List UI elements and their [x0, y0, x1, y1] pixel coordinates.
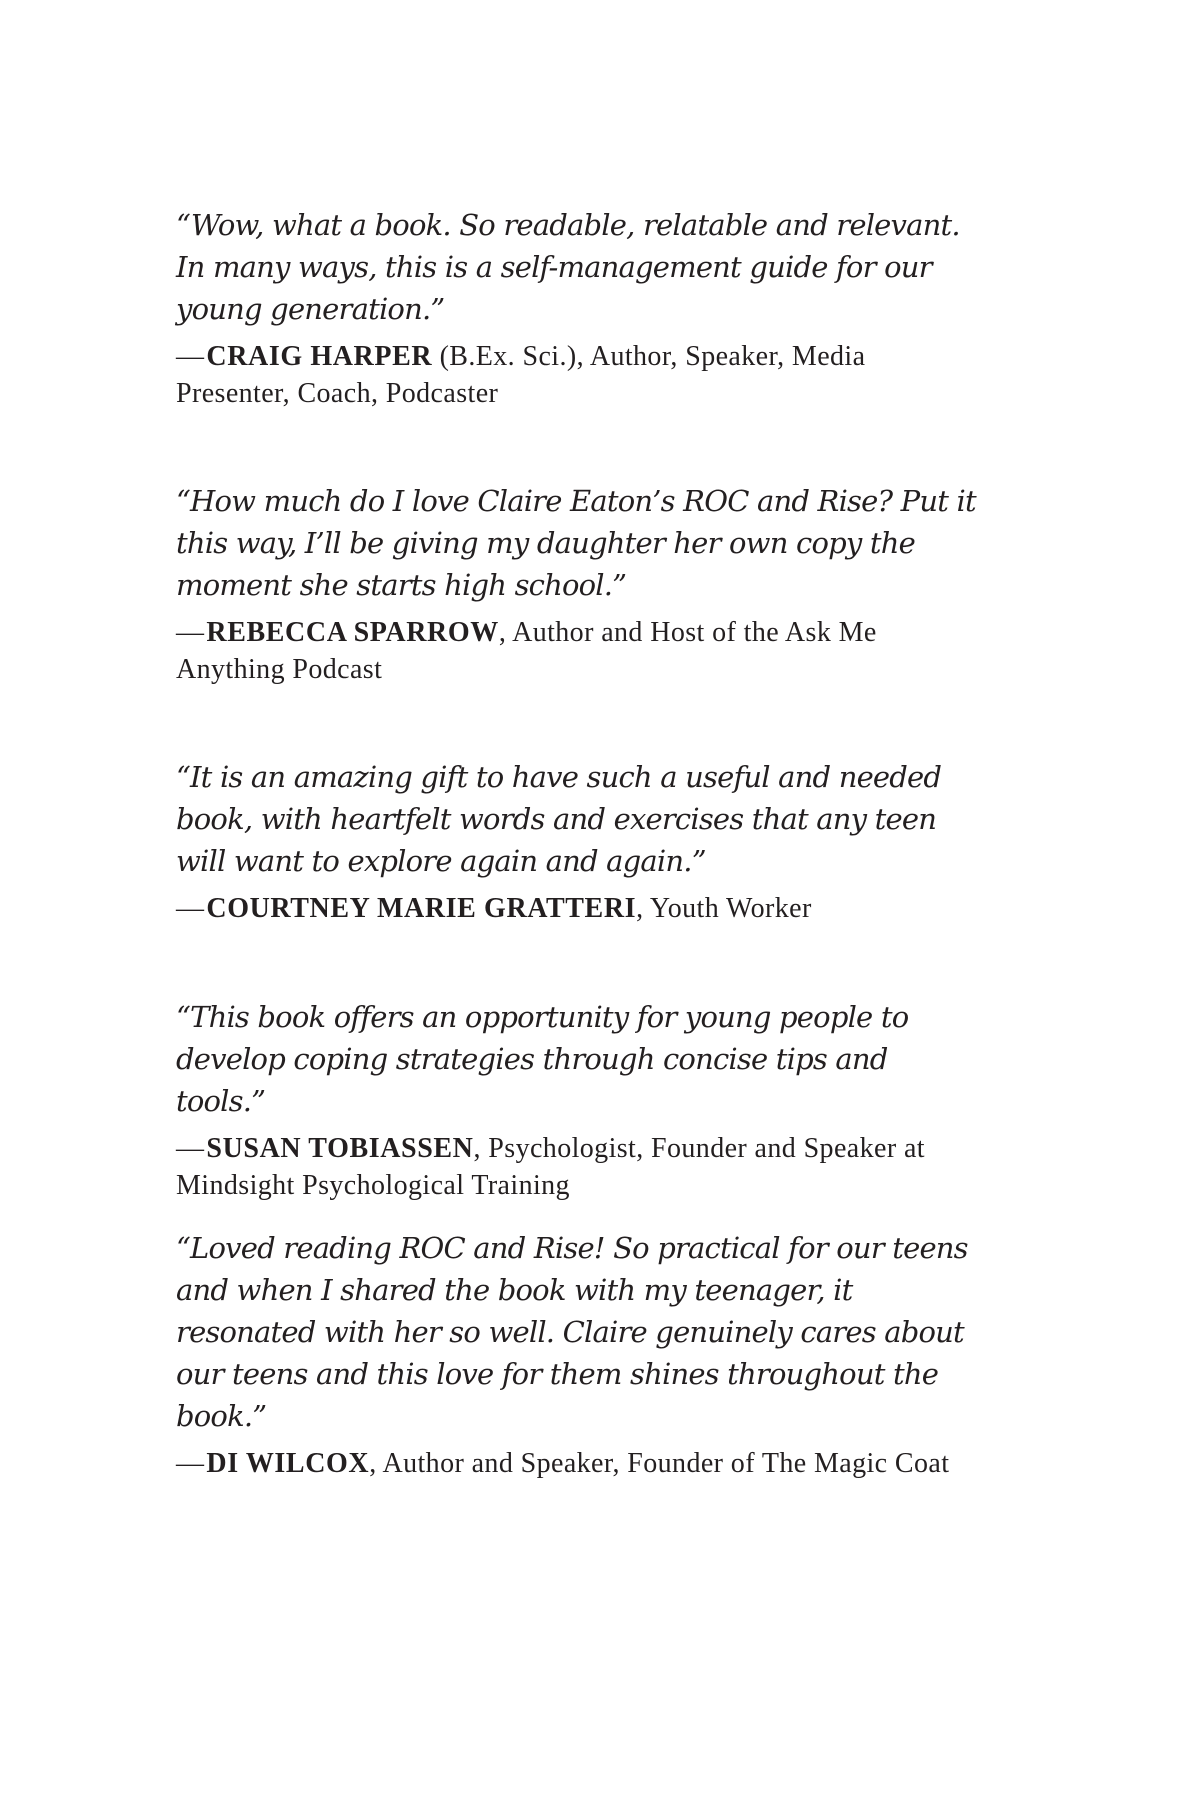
em-dash: — [176, 341, 205, 372]
testimonial-attribution [176, 614, 976, 688]
testimonial-quote: “Loved reading ROC and Rise! So practical for our teens and when I shared the book with my teenager, it resonated with her so well. Claire genuinely cares about our teens and this love for them shines throughout the book.” [176, 1231, 968, 1433]
em-dash: — [176, 617, 205, 648]
endorser-name: SUSAN TOBIASSEN [206, 1133, 474, 1164]
testimonial-attribution [176, 890, 976, 927]
em-dash: — [176, 893, 205, 924]
endorser-name: COURTNEY MARIE GRATTERI [206, 893, 637, 924]
endorser-name: REBECCA SPARROW [206, 617, 499, 648]
testimonial-quote: “This book offers an opportunity for young people to develop coping strategies through concise tips and tools.” [176, 1000, 909, 1118]
endorser-credentials: (B.Ex. Sci.), Author, Speaker, Media Presenter, Coach, Podcaster [176, 341, 866, 409]
endorser-credentials: , Author and Host of the Ask Me Anything Podcast [176, 617, 877, 685]
testimonial-quote: “How much do I love Claire Eaton’s ROC and Rise? Put it this way, I’ll be giving my daughter her own copy the moment she starts high school.” [176, 484, 976, 602]
testimonial-attribution [176, 1445, 976, 1482]
testimonial [176, 204, 976, 412]
testimonial-quote: “It is an amazing gift to have such a useful and needed book, with heartfelt words and exercises that any teen will want to explore again and again.” [176, 760, 942, 878]
endorser-credentials: , Author and Speaker, Founder of The Magic Coat [369, 1448, 950, 1479]
testimonial-attribution [176, 338, 976, 412]
em-dash: — [176, 1448, 205, 1479]
testimonial [176, 996, 976, 1204]
testimonial [176, 480, 976, 688]
endorser-credentials: , Psychologist, Founder and Speaker at Mindsight Psychological Training [176, 1133, 925, 1201]
testimonial [176, 756, 976, 927]
testimonial-attribution [176, 1130, 976, 1204]
testimonial [176, 1227, 976, 1482]
endorser-name: CRAIG HARPER [206, 341, 433, 372]
testimonial-quote: “Wow, what a book. So readable, relatable and relevant. In many ways, this is a self-management guide for our young generation.” [176, 208, 960, 326]
em-dash: — [176, 1133, 205, 1164]
endorser-credentials: , Youth Worker [636, 893, 812, 924]
endorser-name: DI WILCOX [206, 1448, 370, 1479]
